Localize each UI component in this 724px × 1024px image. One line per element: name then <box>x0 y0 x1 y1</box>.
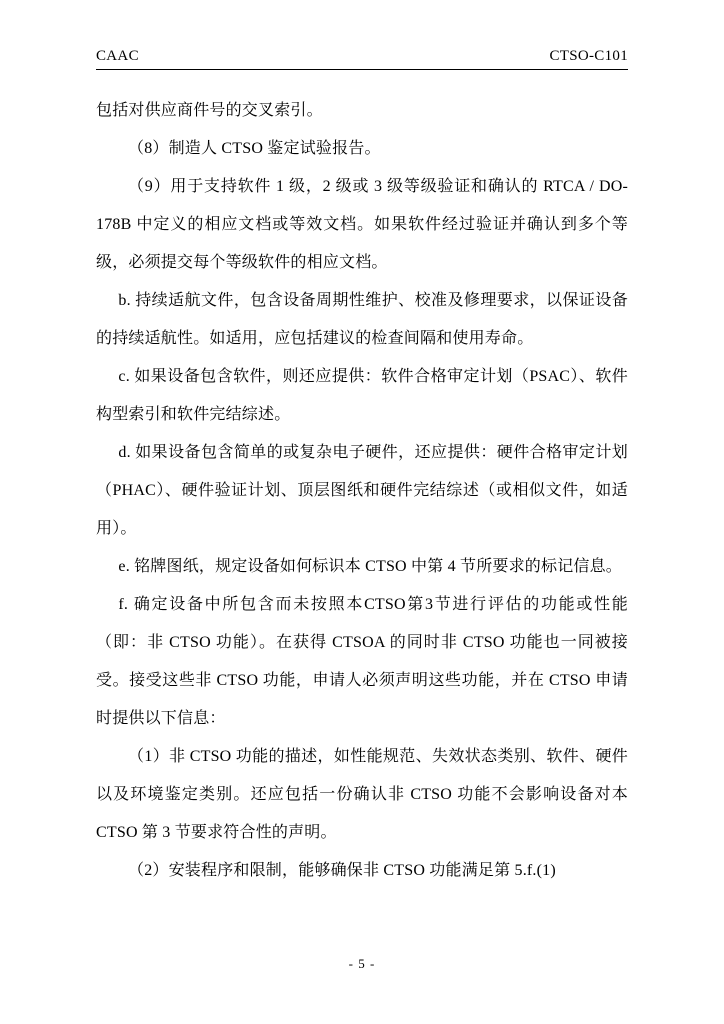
paragraph: （8）制造人 CTSO 鉴定试验报告。 <box>128 140 381 157</box>
paragraph: 包括对供应商件号的交叉索引。 <box>96 102 323 119</box>
page-header <box>96 48 628 69</box>
paragraph: b. 持续适航文件，包含设备周期性维护、校准及修理要求，以保证设备的持续适航性。如适用，应包括建议的检查间隔和使用寿命。 <box>96 292 628 347</box>
paragraph: （1）非 CTSO 功能的描述，如性能规范、失效状态类别、软件、硬件以及环境鉴定类别。还应包括一份确认非 CTSO 功能不会影响设备对本 CTSO 第 3 节要求符合性的声明。 <box>96 748 628 841</box>
paragraph: f. 确定设备中所包含而未按照本CTSO第3节进行评估的功能或性能（即：非 CTSO 功能）。在获得 CTSOA 的同时非 CTSO 功能也一同被接受。接受这些非 CTSO 功能，申请人必须声明这些功能，并在 CTSO 申请时提供以下信息： <box>96 596 628 727</box>
paragraph: （9）用于支持软件 1 级，2 级或 3 级等级验证和确认的 RTCA / DO-178B 中定义的相应文档或等效文档。如果软件经过验证并确认到多个等级，必须提交每个等级软件的相应文档。 <box>96 178 628 271</box>
page-number: - 5 - <box>348 956 376 971</box>
paragraph: e. 铭牌图纸，规定设备如何标识本 CTSO 中第 4 节所要求的标记信息。 <box>118 558 622 575</box>
header-divider <box>96 69 628 70</box>
header-right-label: CTSO-C101 <box>549 48 628 64</box>
paragraph: d. 如果设备包含简单的或复杂电子硬件，还应提供：硬件合格审定计划（PHAC）、硬件验证计划、顶层图纸和硬件完结综述（或相似文件，如适用）。 <box>96 444 628 537</box>
paragraph: （2）安装程序和限制，能够确保非 CTSO 功能满足第 5.f.(1) <box>128 862 556 879</box>
page-footer <box>0 956 724 972</box>
header-left-label: CAAC <box>96 48 139 64</box>
document-body <box>96 92 628 890</box>
paragraph: c. 如果设备包含软件，则还应提供：软件合格审定计划（PSAC）、软件构型索引和软件完结综述。 <box>96 368 628 423</box>
